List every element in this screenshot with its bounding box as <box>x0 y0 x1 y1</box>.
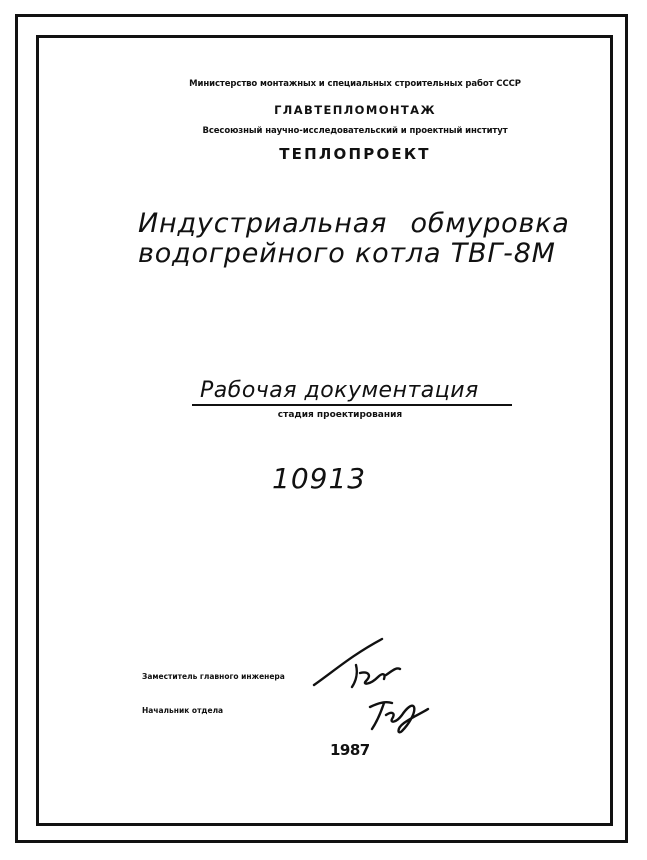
design-stage-label: стадия проектирования <box>277 410 403 420</box>
department-name: ГЛАВТЕПЛОМОНТАЖ <box>274 103 436 117</box>
ministry-name: Министерство монтажных и специальных строительных работ СССР <box>189 79 521 89</box>
signature-department-head <box>370 702 428 732</box>
publication-year: 1987 <box>330 741 370 759</box>
documentation-type: Рабочая документация <box>200 378 479 403</box>
department-head-label: Начальник отдела <box>142 706 224 715</box>
organization-name: ТЕПЛОПРОЕКТ <box>279 145 431 163</box>
document-title-line-2: водогрейного котла ТВГ-8М <box>138 238 556 269</box>
signature-deputy-chief-engineer <box>314 639 400 687</box>
document-title-line-1: Индустриальная обмуровка <box>138 208 570 239</box>
signatures <box>300 625 450 745</box>
documentation-underline <box>192 404 512 406</box>
document-number: 10913 <box>272 462 367 495</box>
institute-name: Всесоюзный научно-исследовательский и проектный институт <box>202 126 508 136</box>
deputy-chief-engineer-label: Заместитель главного инженера <box>142 672 285 681</box>
